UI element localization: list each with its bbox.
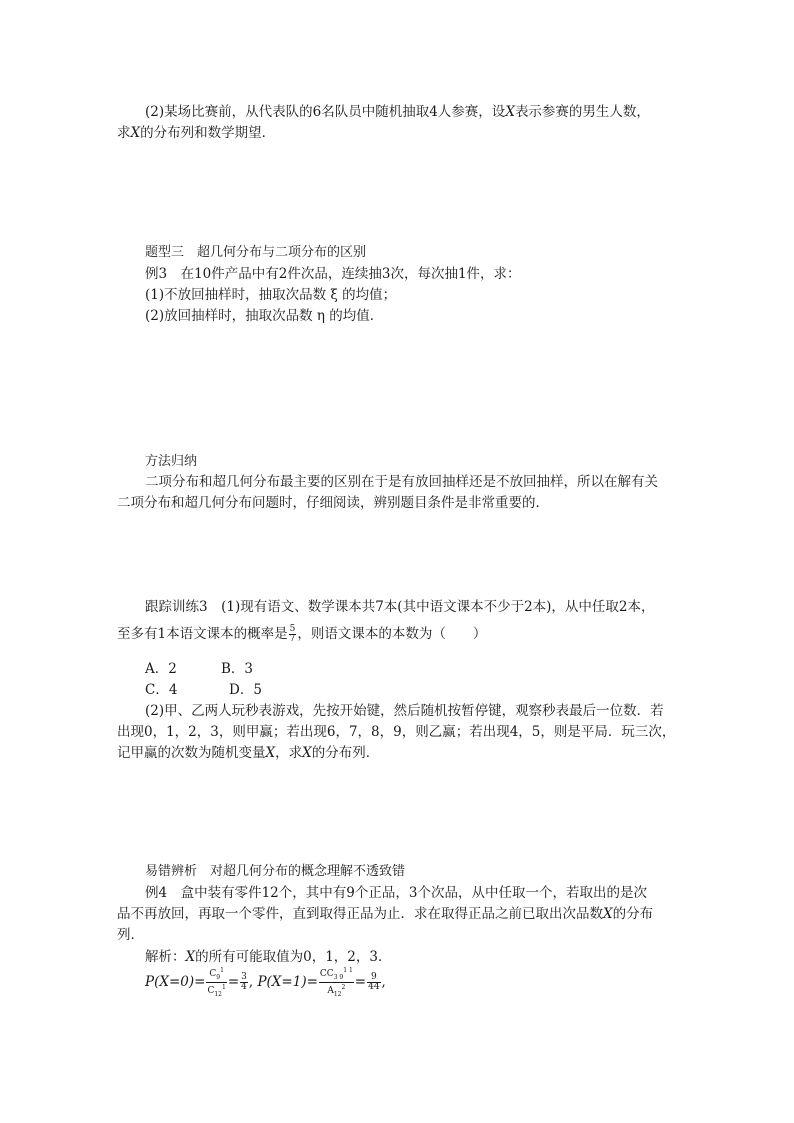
variable-x: X	[603, 906, 613, 922]
denominator: $A_{12}^2$	[327, 983, 346, 998]
formula-p0-label: P(X=0)=	[145, 973, 206, 990]
numerator: 3	[241, 971, 247, 982]
practice-3-part-2-line-1: (2)甲、乙两人玩秒表游戏，先按开始键，然后随机按暂停键，观察秒表最后一位数．若	[145, 703, 664, 719]
text: 求	[117, 125, 131, 141]
fraction-five-sevenths	[289, 625, 297, 644]
options-row-2	[145, 681, 715, 699]
practice-3-part-2-line-3	[117, 744, 687, 762]
variable-x: X	[185, 949, 196, 965]
equals: =	[227, 973, 240, 990]
option-a: A．2	[145, 661, 177, 677]
text: (2)某场比赛前，从代表队的6名队员中随机抽取4人参赛，设	[145, 104, 506, 120]
text: 的所有可能取值为0，1，2，3．	[195, 949, 392, 965]
text: A	[327, 985, 334, 996]
option-b: B．3	[221, 661, 254, 677]
problem-2-line-1	[145, 103, 715, 121]
denominator: $C_{12}^1$	[207, 983, 226, 998]
numerator: $CC_{3 9}^{1 1}$	[319, 967, 353, 981]
problem-2-line-2	[117, 124, 687, 142]
example-4-line-2	[117, 905, 687, 923]
option-d: D．5	[229, 682, 262, 698]
section-title-type-3: 题型三 超几何分布与二项分布的区别	[145, 245, 367, 260]
example-3-part-2: (2)放回抽样时，抽取次品数 η 的均值．	[145, 308, 384, 324]
denominator: 44	[368, 981, 380, 992]
example-4-line-1: 例4 盒中装有零件12个，其中有9个正品，3个次品，从中任取一个，若取出的是次	[145, 885, 647, 901]
text: 至多有1本语文课本的概率是	[117, 626, 288, 642]
method-summary-line-1: 二项分布和超几何分布最主要的区别在于是有放回抽样还是不放回抽样，所以在解有关	[145, 474, 658, 490]
numerator: 5	[289, 624, 296, 634]
practice-3-line-1: 跟踪训练3 (1)现有语文、数学课本共7本(其中语文课本不少于2本)，从中任取2本，	[145, 599, 655, 615]
practice-3-part-2-line-2: 出现0，1，2，3，则甲赢；若出现6，7，8，9，则乙赢；若出现4，5，则是平局．玩三次，	[117, 724, 676, 740]
error-analysis-title: 易错辨析 对超几何分布的概念理解不透致错	[145, 864, 406, 879]
text: ，则语文课本的本数为（ ）	[297, 626, 487, 642]
equals: =	[354, 973, 367, 990]
option-c: C．4	[145, 682, 178, 698]
text: ，求	[275, 745, 303, 761]
comma: ,	[381, 973, 386, 990]
formula-p1-label: P(X=1)=	[257, 973, 318, 990]
solution-line-1	[145, 948, 715, 966]
fraction-p1-value	[367, 973, 380, 992]
example-4-line-3: 列．	[117, 927, 144, 943]
fraction-p0-value	[240, 973, 248, 992]
text: 品不再放回，再取一个零件，直到取得正品为止．求在取得正品之前已取出次品数	[117, 906, 603, 922]
combination-fraction-p0	[206, 966, 226, 999]
example-3: 例3 在10件产品中有2件次品，连续抽3次，每次抽1件，求：	[145, 266, 521, 282]
text: 的分布列．	[311, 745, 380, 761]
denominator: 7	[289, 634, 296, 644]
numerator: 9	[367, 973, 380, 983]
variable-x: X	[302, 745, 312, 761]
text: C	[207, 985, 215, 996]
practice-3-line-2	[117, 625, 687, 644]
separator: ,	[248, 973, 258, 990]
probability-formula	[145, 966, 715, 999]
denominator: 4	[241, 981, 247, 992]
text: 表示参赛的男生人数，	[514, 104, 650, 120]
options-row-1	[145, 660, 715, 678]
combination-fraction-p1	[319, 966, 354, 999]
variable-x: X	[130, 125, 141, 141]
method-summary-line-2: 二项分布和超几何分布问题时，仔细阅读，辨别题目条件是非常重要的．	[117, 495, 549, 511]
text: 解析：	[145, 949, 186, 965]
example-3-part-1: (1)不放回抽样时，抽取次品数 ξ 的均值；	[145, 287, 397, 303]
text: 记甲赢的次数为随机变量	[117, 745, 266, 761]
text: C	[209, 969, 217, 979]
numerator: $C_9^1$	[206, 966, 226, 983]
variable-x: X	[265, 745, 276, 761]
text: CC	[319, 969, 334, 979]
text: 的分布列和数学期望．	[140, 125, 276, 141]
variable-x: X	[505, 104, 515, 120]
text: 的分布	[612, 906, 654, 922]
method-summary-title: 方法归纳	[145, 454, 198, 469]
